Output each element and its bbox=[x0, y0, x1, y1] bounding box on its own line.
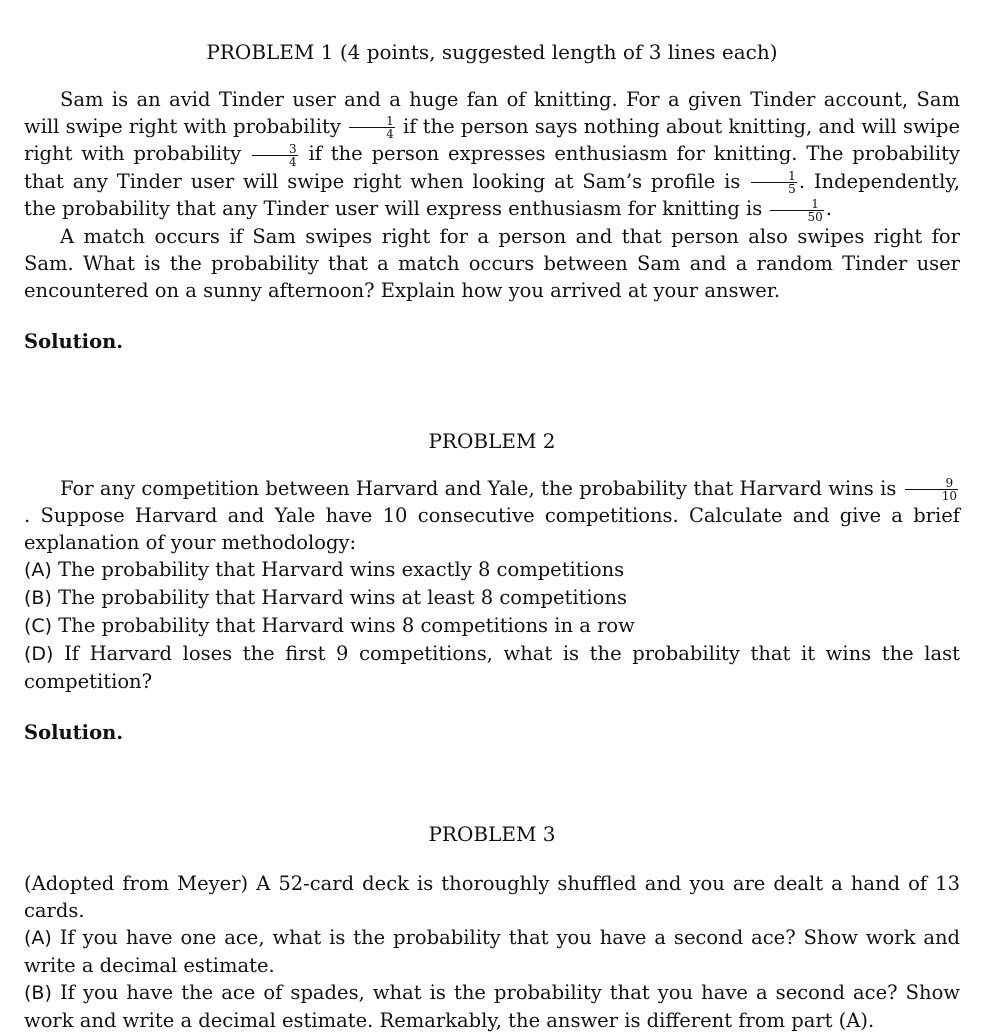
fraction-one-quarter: $\frac{1}{4}$ bbox=[349, 115, 395, 140]
problem-1-statement bbox=[24, 86, 960, 223]
p1-text-1: Sam is an avid Tinder user and a huge fan of knitting. For a given Tinder account, Sam will swipe right with probability bbox=[24, 88, 960, 138]
fraction-nine-tenths: $\frac{9}{10}$ bbox=[905, 477, 958, 502]
p1-text-4: . Independently, the probability that any Tinder user will express enthusiasm for knitting is bbox=[24, 169, 960, 221]
part-text: The probability that Harvard wins exactly 8 competitions bbox=[51, 557, 625, 581]
problem-2-part-d bbox=[24, 640, 960, 695]
problem-2-solution-label: Solution. bbox=[24, 720, 124, 744]
problem-1-title: PROBLEM 1 (4 points, suggested length of 3 lines each) bbox=[206, 40, 778, 64]
p1-text-5: . bbox=[825, 197, 832, 221]
fraction-three-quarters: $\frac{3}{4}$ bbox=[252, 143, 298, 168]
problem-3-part-a bbox=[24, 924, 960, 979]
problem-2-part-c bbox=[24, 612, 960, 640]
problem-3 bbox=[24, 820, 960, 1034]
part-label: (A) bbox=[24, 926, 52, 949]
p2-text-2: . Suppose Harvard and Yale have 10 consecutive competitions. Calculate and give a brief explanation of your methodology: bbox=[24, 503, 960, 554]
problem-set-page bbox=[24, 38, 960, 1034]
p1-text-2: if the person says nothing about knitting, and will swipe right with probability bbox=[24, 115, 960, 166]
part-text: If Harvard loses the first 9 competitions, what is the probability that it wins the last competition? bbox=[24, 641, 960, 693]
fraction-one-fifth: $\frac{1}{5}$ bbox=[751, 170, 797, 195]
problem-3-part-b bbox=[24, 979, 960, 1034]
part-label: (B) bbox=[24, 981, 52, 1004]
p2-text-1: For any competition between Harvard and Yale, the probability that Harvard wins is bbox=[60, 476, 903, 500]
fraction-one-fiftieth: $\frac{1}{50}$ bbox=[770, 198, 823, 223]
part-label: (C) bbox=[24, 614, 53, 637]
part-label: (B) bbox=[24, 586, 52, 609]
p1-text-3: if the person expresses enthusiasm for knitting. The probability that any Tinder user will swipe right when looking at Sam’s profile is bbox=[24, 142, 960, 193]
problem-1-solution-label: Solution. bbox=[24, 329, 124, 353]
problem-2 bbox=[24, 427, 960, 746]
problem-1 bbox=[24, 38, 960, 355]
problem-2-intro bbox=[24, 475, 960, 556]
part-text: If you have the ace of spades, what is the probability that you have a second ace? Show work and write a decimal estimate. Remarkably, the answer is different from part (A). bbox=[24, 980, 960, 1032]
problem-2-title: PROBLEM 2 bbox=[428, 428, 556, 453]
problem-2-part-a bbox=[24, 556, 960, 584]
problem-1-question: A match occurs if Sam swipes right for a person and that person also swipes right for Sam. What is the probability that a match occurs between Sam and a random Tinder user encountered on a sunny afternoon? Explain how you arrived at your answer. bbox=[24, 224, 960, 302]
part-text: The probability that Harvard wins 8 competitions in a row bbox=[52, 613, 635, 637]
part-label: (D) bbox=[24, 642, 54, 665]
problem-3-intro: (Adopted from Meyer) A 52-card deck is thoroughly shuffled and you are dealt a hand of 13 cards. bbox=[24, 871, 960, 922]
part-text: The probability that Harvard wins at least 8 competitions bbox=[51, 585, 627, 609]
problem-2-part-b bbox=[24, 584, 960, 612]
problem-3-title: PROBLEM 3 bbox=[428, 821, 556, 846]
part-label: (A) bbox=[24, 558, 52, 581]
part-text: If you have one ace, what is the probability that you have a second ace? Show work and write a decimal estimate. bbox=[24, 925, 960, 977]
